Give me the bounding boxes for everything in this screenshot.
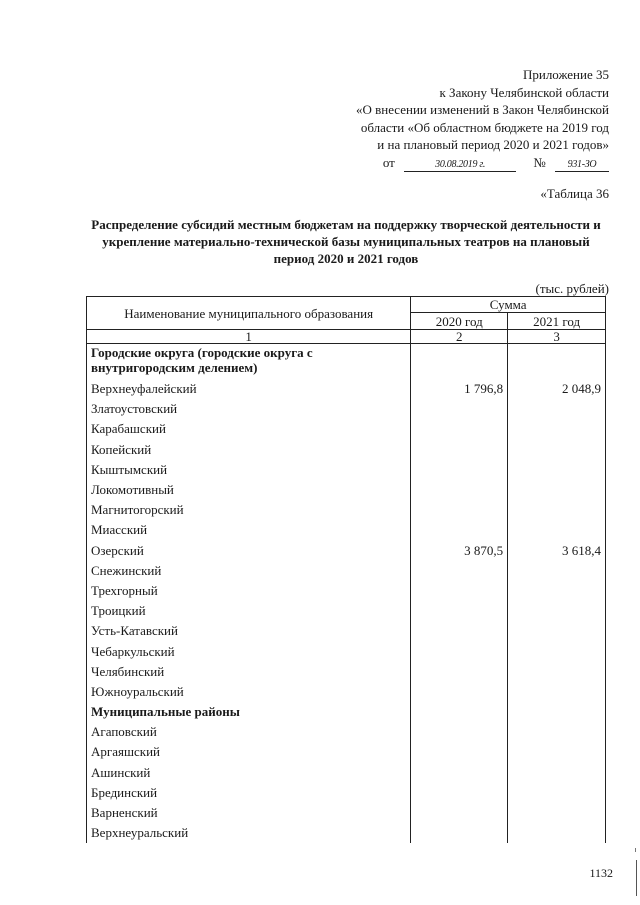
- value-2020: [411, 803, 508, 823]
- table-row: [87, 783, 606, 803]
- value-2020: [411, 641, 508, 661]
- law-date: 30.08.2019 г.: [404, 159, 516, 172]
- value-2021: [508, 440, 606, 460]
- table-row: [87, 662, 606, 682]
- value-2020: [411, 419, 508, 439]
- municipality-name: Локомотивный: [87, 480, 411, 500]
- municipality-name: Южноуральский: [87, 682, 411, 702]
- value-2020: 1 796,8: [411, 379, 508, 399]
- municipality-name: Озерский: [87, 541, 411, 561]
- municipality-name: Карабашский: [87, 419, 411, 439]
- header-year-2020: 2020 год: [411, 313, 508, 330]
- value-2021: 2 048,9: [508, 379, 606, 399]
- from-label: от: [382, 154, 395, 170]
- value-2021: [508, 682, 606, 702]
- municipality-name: Ашинский: [87, 763, 411, 783]
- value-2020: [411, 399, 508, 419]
- value-2021: [508, 722, 606, 742]
- municipality-name: Кыштымский: [87, 460, 411, 480]
- value-2021: [508, 742, 606, 762]
- number-label: №: [533, 154, 546, 170]
- section-row: [87, 702, 606, 722]
- table-row: [87, 581, 606, 601]
- section-title: Городские округа (городские округа с внутригородским делением): [87, 344, 411, 380]
- date-number-line: [383, 154, 609, 172]
- value-2020: [411, 520, 508, 540]
- municipality-name: Миасский: [87, 520, 411, 540]
- value-2021: [508, 823, 606, 843]
- table-row: [87, 682, 606, 702]
- appendix-line: «О внесении изменений в Закон Челябинской: [355, 102, 609, 117]
- table-row: [87, 460, 606, 480]
- table-row: [87, 763, 606, 783]
- value-2020: [411, 500, 508, 520]
- section-row: [87, 344, 606, 380]
- value-2020: [411, 561, 508, 581]
- value-2020: [411, 621, 508, 641]
- table-row: [87, 641, 606, 661]
- table-row: [87, 379, 606, 399]
- municipality-name: Копейский: [87, 440, 411, 460]
- municipality-name: Трехгорный: [87, 581, 411, 601]
- column-index: 3: [508, 330, 606, 344]
- value-2020: [411, 440, 508, 460]
- value-2020: [411, 601, 508, 621]
- column-index: 2: [411, 330, 508, 344]
- table-row: [87, 480, 606, 500]
- table-row: [87, 520, 606, 540]
- appendix-header: [356, 66, 609, 172]
- units-label: (тыс. рублей): [535, 281, 609, 296]
- municipality-name: Верхнеуфалейский: [87, 379, 411, 399]
- table-row: [87, 399, 606, 419]
- table-row: [87, 500, 606, 520]
- value-2020: 3 870,5: [411, 541, 508, 561]
- value-2021: [508, 419, 606, 439]
- appendix-line: Приложение 35: [522, 67, 609, 82]
- value-2021: [508, 480, 606, 500]
- municipality-name: Челябинский: [87, 662, 411, 682]
- value-2021: [508, 500, 606, 520]
- value-2020: [411, 722, 508, 742]
- municipality-name: Усть-Катавский: [87, 621, 411, 641]
- value-2021: [508, 803, 606, 823]
- header-name: Наименование муниципального образования: [87, 297, 411, 330]
- table-row: [87, 561, 606, 581]
- header-year-2021: 2021 год: [508, 313, 606, 330]
- table-row: [87, 803, 606, 823]
- value-2021: [508, 662, 606, 682]
- table-row: [87, 419, 606, 439]
- section-title: Муниципальные районы: [87, 702, 411, 722]
- appendix-line: к Закону Челябинской области: [439, 84, 609, 100]
- municipality-name: Агаповский: [87, 722, 411, 742]
- value-2021: [508, 460, 606, 480]
- municipality-name: Троицкий: [87, 601, 411, 621]
- value-2021: [508, 641, 606, 661]
- subsidy-table: [86, 296, 606, 843]
- municipality-name: Златоустовский: [87, 399, 411, 419]
- document-title: Распределение субсидий местным бюджетам на поддержку творческой деятельности и укрепление материально-технической базы муниципальных театров на плановый период 2020 и 2021 годов: [91, 217, 601, 266]
- value-2020: [411, 480, 508, 500]
- value-2020: [411, 783, 508, 803]
- value-2021: [508, 601, 606, 621]
- value-2021: [508, 621, 606, 641]
- value-2020: [411, 763, 508, 783]
- table-label: «Таблица 36: [540, 186, 609, 201]
- value-2020: [411, 581, 508, 601]
- municipality-name: Аргаяшский: [87, 742, 411, 762]
- law-number: 931-ЗО: [555, 159, 609, 172]
- value-2021: [508, 399, 606, 419]
- value-2020: [411, 742, 508, 762]
- column-index: 1: [87, 330, 411, 344]
- municipality-name: Брединский: [87, 783, 411, 803]
- value-2020: [411, 682, 508, 702]
- page-number: 1132: [589, 866, 613, 880]
- scan-edge-mark: [636, 860, 637, 896]
- table-row: [87, 823, 606, 843]
- value-2021: [508, 581, 606, 601]
- table-row: [87, 621, 606, 641]
- municipality-name: Варненский: [87, 803, 411, 823]
- municipality-name: Чебаркульский: [87, 641, 411, 661]
- header-sum: Сумма: [411, 297, 606, 313]
- appendix-line: области «Об областном бюджете на 2019 год: [360, 119, 609, 135]
- value-2021: 3 618,4: [508, 541, 606, 561]
- scan-edge-mark: [635, 848, 636, 852]
- value-2020: [411, 662, 508, 682]
- table-row: [87, 601, 606, 621]
- value-2021: [508, 783, 606, 803]
- value-2021: [508, 520, 606, 540]
- municipality-name: Верхнеуральский: [87, 823, 411, 843]
- value-2020: [411, 823, 508, 843]
- municipality-name: Магнитогорский: [87, 500, 411, 520]
- value-2021: [508, 561, 606, 581]
- table-row: [87, 722, 606, 742]
- value-2021: [508, 763, 606, 783]
- table-row: [87, 742, 606, 762]
- table-row: [87, 440, 606, 460]
- municipality-name: Снежинский: [87, 561, 411, 581]
- value-2020: [411, 460, 508, 480]
- appendix-line: и на плановый период 2020 и 2021 годов»: [377, 137, 609, 152]
- table-row: [87, 541, 606, 561]
